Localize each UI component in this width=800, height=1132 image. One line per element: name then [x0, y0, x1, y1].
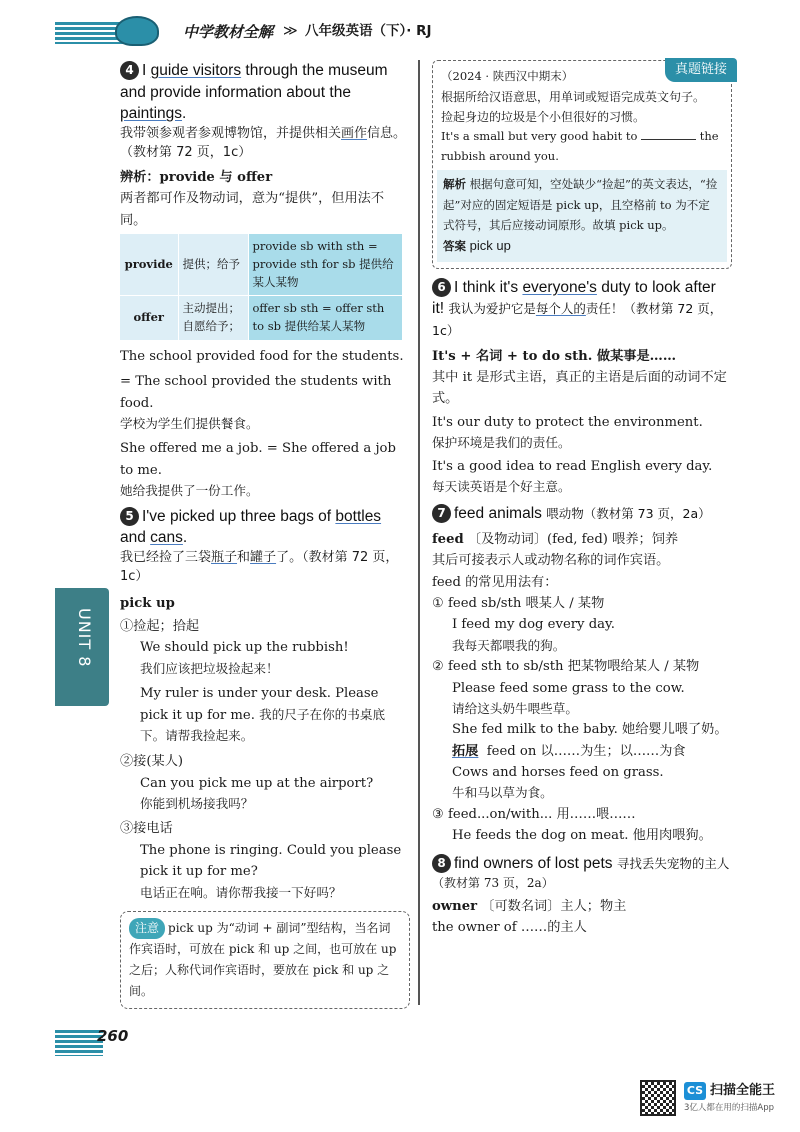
item-4: 4 I guide visitors through the museum and provide information about the paintings. 我带领参观者参观博物馆，并提供相关画作信息。（教材第 72 页，1c） 辨析：provide 与 offer 两者都可作及物动词，意为“提供”，但用法不同。 provide 提供；给予 provide sb with sth = provide sth for sb 提供给某人某物 offer 主动提出；自愿给予； offer sb sth = offer sth to sb 提供给某人某物 The school provided food for the students. = The school provided the students with food. 学校为学生们提供餐食。 She offered me a job. = She offered a job to me. 她给我提供了一份工作。: [120, 60, 410, 502]
page-footer: [55, 1022, 135, 1062]
usage: ① feed sb/sth 喂某人 / 某物: [432, 596, 605, 612]
example: Cows and horses feed on grass.: [452, 765, 664, 781]
book-subtitle: 八年级英语（下）· RJ: [305, 23, 432, 39]
app-tagline: 3亿人都在用的扫描App: [684, 1103, 775, 1113]
exam-instruction: 根据所给汉语意思，用单词或短语完成英文句子。: [441, 89, 706, 104]
exam-analysis: 解析 根据句意可知，空处缺少“捡起”的英文表达，“捡起”对应的固定短语是 pick up，且空格前 to 为不定式符号，其后应接动词原形。故填 pick up。 答案 pick up: [437, 170, 727, 261]
example-translation: 你能到机场接我吗？: [140, 796, 254, 812]
exam-answer: pick up: [469, 237, 511, 253]
item-number: 5: [120, 507, 139, 526]
example-translation: 学校为学生们提供餐食。: [120, 416, 259, 432]
example: It's a good idea to read English every day.: [432, 458, 713, 474]
sense: ③接电话: [120, 821, 173, 837]
explanation: 其中 it 是形式主语，真正的主语是后面的动词不定式。: [432, 369, 727, 407]
example: She fed milk to the baby. 她给婴儿喂了奶。: [452, 722, 728, 738]
example: The school provided food for the students.: [120, 348, 404, 364]
table-cell: 提供；给予: [178, 234, 248, 296]
phrase-title: pick up: [120, 595, 175, 611]
item-number: 6: [432, 278, 451, 297]
item-number: 8: [432, 854, 451, 873]
exam-tag: 真题链接: [665, 58, 737, 82]
pattern: It's + 名词 + to do sth. 做某事是……: [432, 348, 677, 364]
example: Can you pick me up at the airport?: [140, 775, 374, 791]
sense: ①捡起；拾起: [120, 619, 200, 635]
example: Please feed some grass to the cow.: [452, 680, 685, 696]
example-translation: 每天读英语是个好主意。: [432, 478, 571, 494]
table-cell: 主动提出；自愿给予；: [178, 296, 248, 340]
example: = The school provided the students with food.: [120, 374, 392, 411]
table-cell: offer: [120, 296, 178, 340]
cs-logo: CS: [684, 1082, 706, 1100]
example-translation: 保护环境是我们的责任。: [432, 435, 571, 451]
item-number: 4: [120, 61, 139, 80]
column-left: [120, 60, 410, 1009]
item-8: 8 find owners of lost pets 寻找丢失宠物的主人 （教材第 73 页，2a） owner 〔可数名词〕主人；物主 the owner of ……的主人: [432, 853, 732, 939]
header: [55, 14, 775, 52]
example: The phone is ringing. Could you please pick it up for me?: [140, 842, 402, 880]
source: （教材第 73 页，2a）: [432, 876, 554, 891]
exam-box: 真题链接 （2024 · 陕西汉中期末） 根据所给汉语意思，用单词或短语完成英文句子。 捡起身边的垃圾是个小但很好的习惯。 It's a small but very good habit to the rubbish around you. 解析 根据句意可知，空处缺少“捡起”的英文表达，“捡起”对应的固定短语是 pick up，且空格前 to 为不定式符号，其后应接动词原形。故填 pick up。 答案 pick up: [432, 60, 732, 269]
footer-stripes: [55, 1030, 103, 1056]
phrase: the owner of ……的主人: [432, 920, 587, 936]
explanation: 其后可接表示人或动物名称的词作宾语。: [432, 553, 670, 569]
example-translation: 请给这头奶牛喂些草。: [452, 700, 578, 716]
analysis-title: 辨析：provide 与 offer: [120, 169, 273, 185]
example: It's our duty to protect the environment.: [432, 414, 703, 430]
scanner-watermark: [640, 1080, 790, 1120]
item-7: 7 feed animals 喂动物（教材第 73 页，2a） feed 〔及物动词〕(fed, fed) 喂养；饲养 其后可接表示人或动物名称的词作宾语。 feed 的常见用法有： ① feed sb/sth 喂某人 / 某物 I feed my dog every day. 我每天都喂我的狗。 ② feed sth to sb/sth 把某物喂给某人 / 某物 Please feed some grass to the cow. 请给这头奶牛喂些草。 She fed milk to the baby. 她给婴儿喂了奶。 拓展 feed on 以……为生；以……为食 Cows and horses feed on grass. 牛和马以草为食。 ③ feed...on/with... 用……喂…… He feeds the dog on meat. 他用肉喂狗。: [432, 503, 732, 846]
table-cell: provide sb with sth = provide sth for sb 提供给某人某物: [248, 234, 402, 296]
qr-code-icon: [640, 1080, 676, 1116]
item-number: 7: [432, 504, 451, 523]
book-title: 中学教材全解: [183, 23, 274, 41]
unit-tab: [55, 588, 109, 706]
sense: ②接(某人): [120, 754, 184, 770]
note-box: [120, 911, 410, 1009]
unit-label: UNIT 8: [74, 608, 94, 668]
table-cell: offer sb sth = offer sth to sb 提供给某人某物: [248, 296, 402, 340]
usage: ② feed sth to sb/sth 把某物喂给某人 / 某物: [432, 659, 700, 675]
usage: ③ feed...on/with... 用……喂……: [432, 806, 636, 822]
example: We should pick up the rubbish!: [140, 640, 349, 656]
item-5: 5 I've picked up three bags of bottles and cans. 我已经捡了三袋瓶子和罐子了。（教材第 72 页，1c） pick up ①捡起；拾起 We should pick up the rubbish! 我们应该把垃圾捡起来！ My ruler is under your desk. Please pick it up for me. 我的尺子在你的书桌底下。请帮我捡起来。 ②接(某人) Can you pick me up at the airport? 你能到机场接我吗？ ③接电话 The phone is ringing. Could you please pick it up for me? 电话正在响。请你帮我接一下好吗？: [120, 506, 410, 903]
answer-blank: [641, 130, 696, 140]
column-right: [432, 60, 732, 939]
extension-label: 拓展: [452, 743, 479, 759]
book-logo-icon: [115, 16, 159, 46]
comparison-table: [120, 234, 402, 340]
example-translation: 电话正在响。请你帮我接一下好吗？: [140, 884, 342, 900]
note-label: 注意: [129, 918, 165, 939]
example: He feeds the dog on meat. 他用肉喂狗。: [452, 828, 712, 844]
example-translation: 牛和马以草为食。: [452, 785, 553, 801]
app-name: 扫描全能王: [710, 1083, 776, 1098]
column-divider: [418, 60, 420, 1005]
example-translation: 我们应该把垃圾捡起来！: [140, 660, 279, 676]
note-text: pick up 为“动词 + 副词”型结构，当名词作宾语时，可放在 pick 和 up 之间，也可放在 up 之后；人称代词作宾语时，要放在 pick 和 up 之间。: [129, 920, 397, 998]
chevron-icon: ≫: [283, 23, 298, 39]
example: She offered me a job. = She offered a job to me.: [120, 441, 396, 478]
item-6: 6 I think it's everyone's duty to look after it! 我认为爱护它是每个人的责任！（教材第 72 页，1c） It's + 名词 + to do sth. 做某事是…… 其中 it 是形式主语，真正的主语是后面的动词不定式。 It's our duty to protect the environment. 保护环境是我们的责任。 It's a good idea to read English every day. 每天读英语是个好主意。: [432, 277, 732, 498]
example-translation: 我每天都喂我的狗。: [452, 637, 566, 653]
exam-source: （2024 · 陕西汉中期末）: [441, 69, 574, 83]
usage-title: feed 的常见用法有：: [432, 574, 558, 590]
page-number: 260: [97, 1027, 129, 1045]
exam-question-cn: 捡起身边的垃圾是个小但很好的习惯。: [441, 109, 646, 124]
analysis-text: 两者都可作及物动词，意为“提供”，但用法不同。: [120, 191, 385, 228]
table-cell: provide: [120, 234, 178, 296]
example: I feed my dog every day.: [452, 617, 615, 633]
example-translation: 她给我提供了一份工作。: [120, 483, 259, 499]
